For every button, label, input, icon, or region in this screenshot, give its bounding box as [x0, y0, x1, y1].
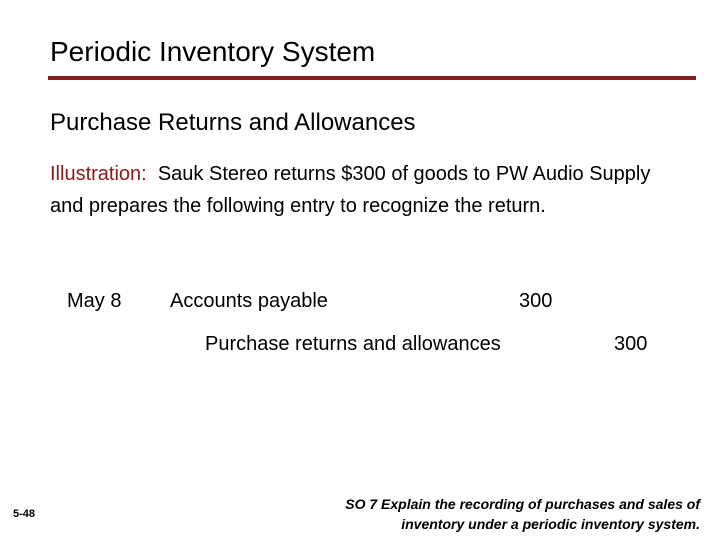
- illustration-text: Sauk Stereo returns $300 of goods to PW Audio Supply and prepares the following entry to recognize the return.: [50, 163, 651, 217]
- debit-amount: 300: [519, 290, 553, 312]
- section-heading: Purchase Returns and Allowances: [50, 109, 416, 136]
- credit-amount: 300: [614, 333, 648, 355]
- illustration-paragraph: [50, 158, 670, 222]
- objective-line-2: inventory under a periodic inventory system.: [401, 516, 700, 532]
- title-divider: [48, 76, 696, 80]
- study-objective-footer: [345, 494, 700, 534]
- slide-number: 5-48: [13, 508, 36, 520]
- page-title: Periodic Inventory System: [50, 36, 376, 67]
- credit-account: Purchase returns and allowances: [205, 333, 501, 355]
- debit-account: Accounts payable: [170, 290, 328, 312]
- illustration-label: Illustration:: [50, 163, 147, 185]
- entry-date: May 8: [67, 290, 122, 312]
- objective-line-1: SO 7 Explain the recording of purchases and sales of: [345, 496, 700, 512]
